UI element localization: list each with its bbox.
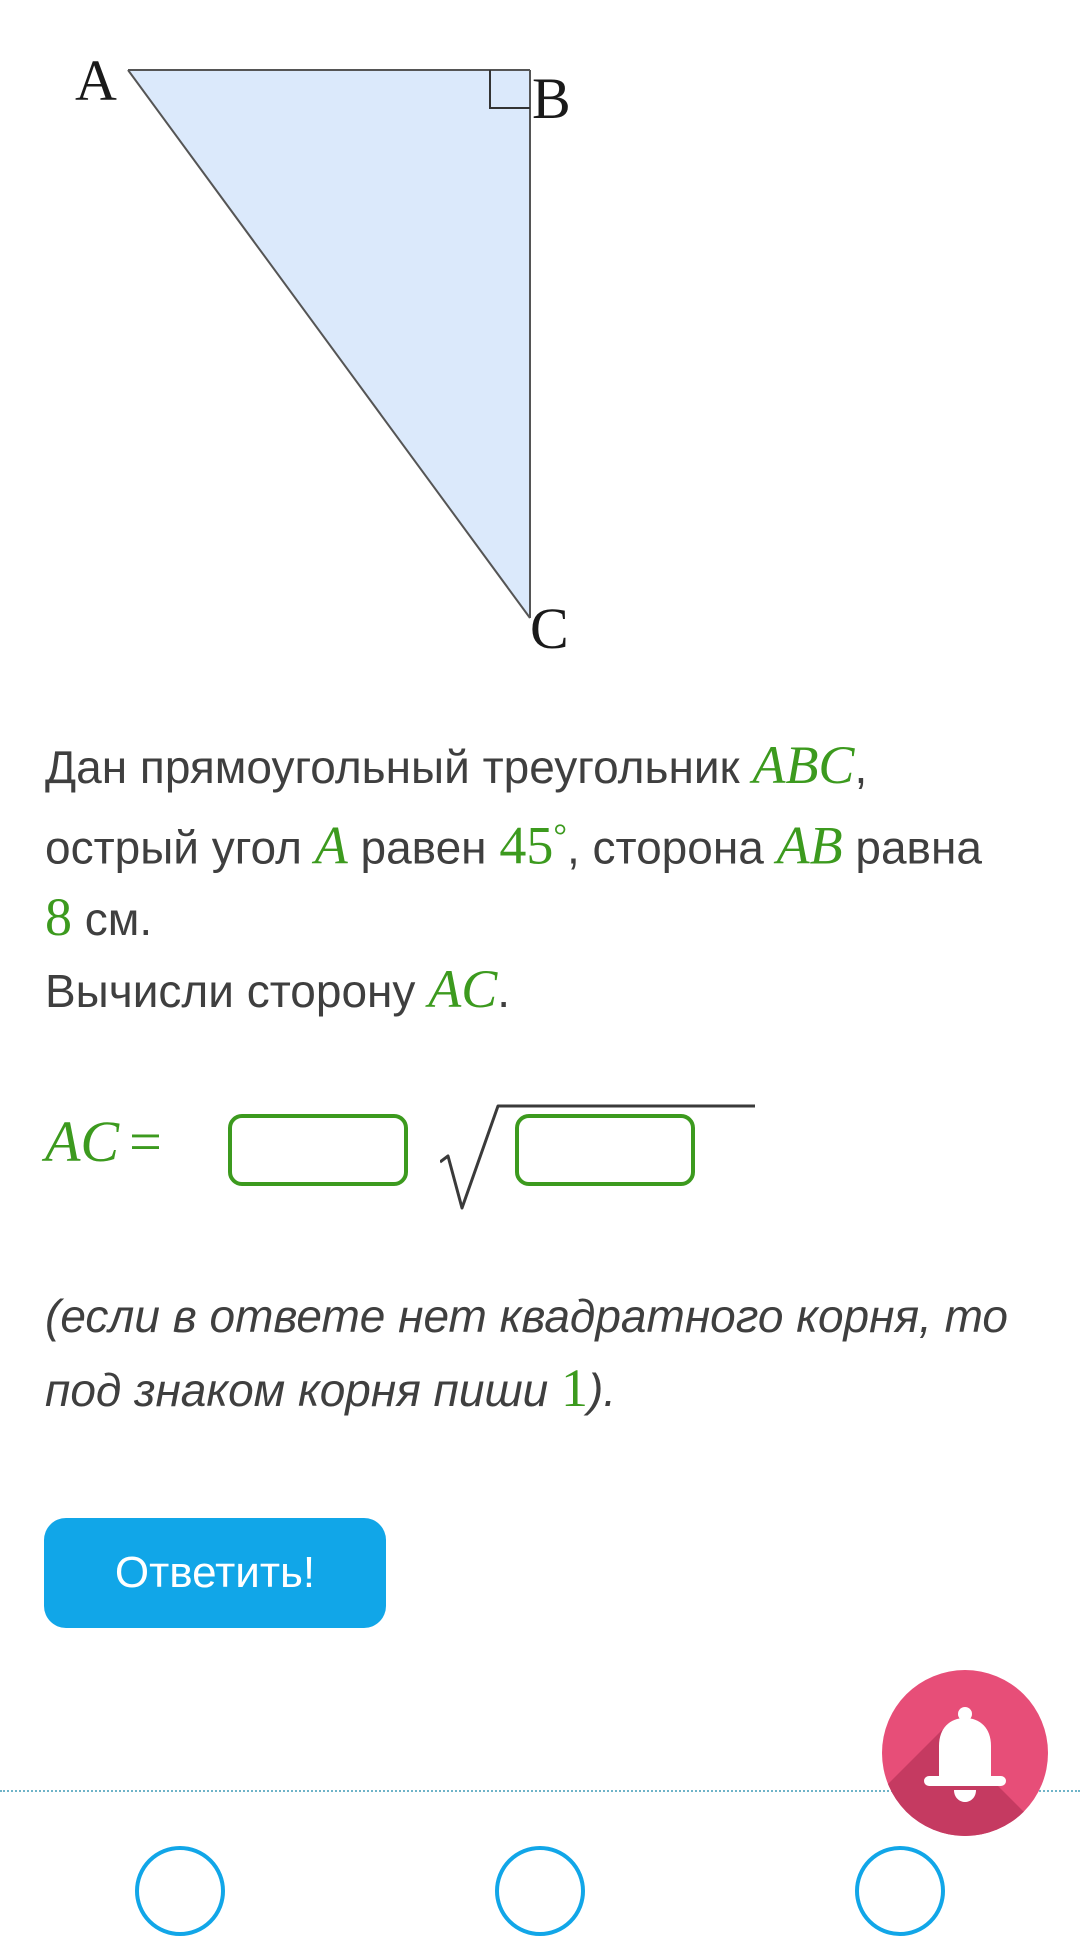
- equals-sign: =: [129, 1109, 162, 1174]
- answer-row: [45, 1100, 945, 1220]
- math-angle-vertex: A: [314, 815, 348, 876]
- problem-punct: .: [497, 965, 511, 1018]
- nav-item-2-icon[interactable]: [495, 1846, 585, 1936]
- vertex-label-a: A: [75, 48, 117, 113]
- hint-end: ).: [588, 1364, 617, 1416]
- notification-button[interactable]: [882, 1670, 1048, 1836]
- radicand-input[interactable]: [515, 1114, 695, 1186]
- math-triangle-abc: ABC: [752, 735, 855, 795]
- vertex-label-b: B: [532, 66, 571, 131]
- problem-text: Дан прямоугольный треугольник: [45, 741, 753, 793]
- answer-variable: AC: [45, 1109, 120, 1174]
- problem-text: , сторона: [566, 821, 777, 874]
- bell-icon: [882, 1670, 1048, 1836]
- problem-punct: ,: [854, 741, 868, 793]
- math-side-ab: AB: [776, 815, 843, 876]
- math-target-side: AC: [428, 959, 498, 1020]
- triangle-figure: [0, 0, 700, 690]
- submit-button[interactable]: Ответить!: [44, 1518, 386, 1628]
- problem-text: равен: [347, 821, 500, 874]
- nav-item-1-icon[interactable]: [135, 1846, 225, 1936]
- question-text: Вычисли сторону: [45, 965, 429, 1018]
- vertex-label-c: C: [530, 596, 569, 661]
- answer-label: [45, 1108, 162, 1175]
- triangle-diagram: [0, 0, 700, 690]
- math-degree: °: [553, 818, 567, 855]
- hint-value: 1: [561, 1358, 588, 1418]
- problem-statement: [45, 730, 1035, 1026]
- problem-text: равна: [842, 821, 982, 874]
- math-angle-value: 45: [499, 815, 554, 876]
- problem-unit: см.: [72, 893, 153, 946]
- math-side-value: 8: [45, 887, 72, 948]
- problem-text: острый угол: [45, 821, 315, 874]
- coefficient-input[interactable]: [228, 1114, 408, 1186]
- hint-text: [45, 1280, 1045, 1426]
- bottom-nav: [0, 1846, 1080, 1866]
- nav-item-3-icon[interactable]: [855, 1846, 945, 1936]
- hint-body: (если в ответе нет квадратного корня, то под знаком корня пиши: [45, 1290, 1008, 1416]
